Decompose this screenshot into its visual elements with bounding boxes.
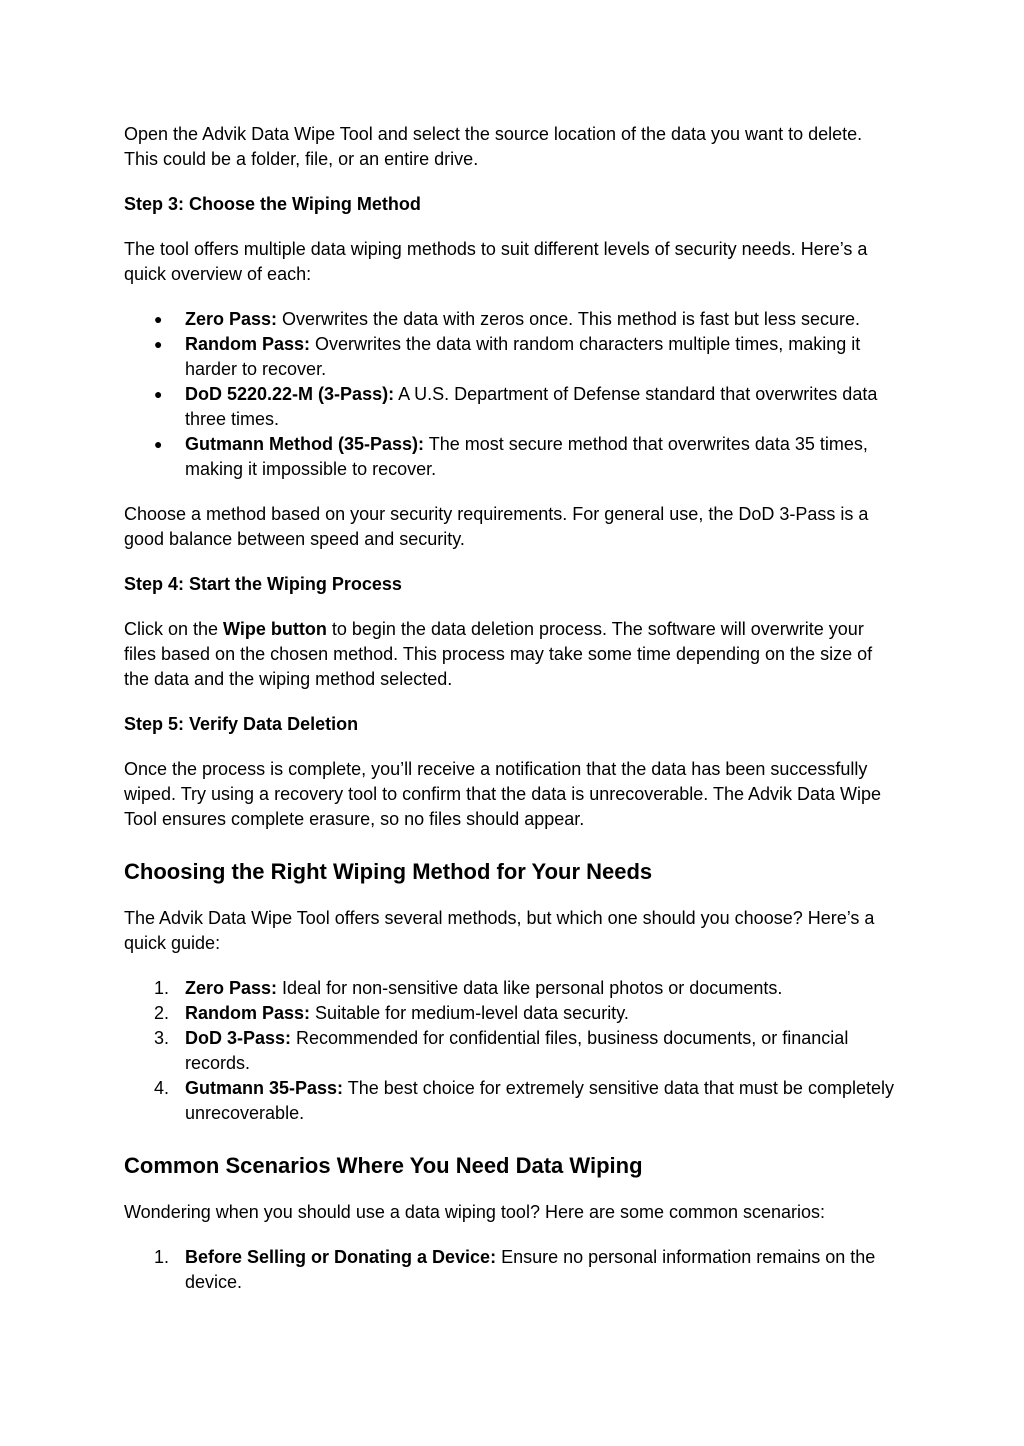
list-number: 1. xyxy=(154,1247,170,1267)
step-4-paragraph xyxy=(124,617,900,692)
list-item-term: Random Pass: xyxy=(185,1003,311,1023)
section-title-choosing: Choosing the Right Wiping Method for Your Needs xyxy=(124,859,653,884)
list-item xyxy=(124,382,900,432)
method-guide-list xyxy=(124,976,900,1126)
step-4-heading: Step 4: Start the Wiping Process xyxy=(124,574,402,594)
wipe-button-mention: Wipe button xyxy=(223,619,327,639)
list-item-term: Zero Pass: xyxy=(185,309,278,329)
list-item xyxy=(124,976,900,1001)
scenarios-list xyxy=(124,1245,900,1295)
list-item-term: Random Pass: xyxy=(185,334,311,354)
wiping-methods-list xyxy=(124,307,900,482)
list-item-term: Before Selling or Donating a Device: xyxy=(185,1247,497,1267)
section-choosing-paragraph: The Advik Data Wipe Tool offers several methods, but which one should you choose? Here’s a quick guide: xyxy=(124,908,875,953)
intro-paragraph: Open the Advik Data Wipe Tool and select the source location of the data you want to delete. This could be a folder, file, or an entire drive. xyxy=(124,124,863,169)
list-item-text: Overwrites the data with zeros once. This method is fast but less secure. xyxy=(277,309,860,329)
list-item xyxy=(124,1026,900,1076)
list-item xyxy=(124,432,900,482)
document-page xyxy=(124,122,900,1315)
step-5-paragraph: Once the process is complete, you’ll receive a notification that the data has been successfully wiped. Try using a recovery tool to confirm that the data is unrecoverable. The Advik Data Wipe Tool ensures complete erasure, so no files should appear. xyxy=(124,759,882,829)
step-3-heading: Step 3: Choose the Wiping Method xyxy=(124,194,421,214)
section-title-scenarios: Common Scenarios Where You Need Data Wiping xyxy=(124,1153,643,1178)
list-number: 1. xyxy=(154,978,170,998)
list-item-term: Zero Pass: xyxy=(185,978,278,998)
list-number: 4. xyxy=(154,1078,170,1098)
list-item-text: The most secure method that overwrites data 35 times, making it impossible to recover. xyxy=(185,434,868,479)
step-3-after-paragraph: Choose a method based on your security requirements. For general use, the DoD 3-Pass is a good balance between speed and security. xyxy=(124,504,869,549)
bullet-icon: ● xyxy=(154,336,163,352)
bullet-icon: ● xyxy=(154,386,163,402)
list-item-term: Gutmann Method (35-Pass): xyxy=(185,434,425,454)
list-item xyxy=(124,1001,900,1026)
section-scenarios-paragraph: Wondering when you should use a data wiping tool? Here are some common scenarios: xyxy=(124,1202,826,1222)
list-item-text: Overwrites the data with random characters multiple times, making it harder to recover. xyxy=(185,334,861,379)
list-item-text: Ideal for non-sensitive data like personal photos or documents. xyxy=(277,978,783,998)
step-5-heading: Step 5: Verify Data Deletion xyxy=(124,714,359,734)
list-item xyxy=(124,1245,900,1295)
list-number: 2. xyxy=(154,1003,170,1023)
list-item-term: DoD 5220.22-M (3-Pass): xyxy=(185,384,395,404)
step-3-paragraph: The tool offers multiple data wiping methods to suit different levels of security needs. Here’s a quick overview of each: xyxy=(124,239,868,284)
list-item-term: Gutmann 35-Pass: xyxy=(185,1078,344,1098)
list-item-text: Suitable for medium-level data security. xyxy=(310,1003,629,1023)
step-4-post: to begin the data deletion process. The software will overwrite your files based on the chosen method. This process may take some time depending on the size of the data and the wiping method selected. xyxy=(124,619,873,689)
list-item xyxy=(124,1076,900,1126)
list-item-text: The best choice for extremely sensitive data that must be completely unrecoverable. xyxy=(185,1078,894,1123)
list-item-term: DoD 3-Pass: xyxy=(185,1028,292,1048)
list-item-text: A U.S. Department of Defense standard that overwrites data three times. xyxy=(185,384,878,429)
list-item xyxy=(124,332,900,382)
list-item-text: Ensure no personal information remains on the device. xyxy=(185,1247,876,1292)
bullet-icon: ● xyxy=(154,311,163,327)
step-4-pre: Click on the xyxy=(124,619,224,639)
bullet-icon: ● xyxy=(154,436,163,452)
list-item xyxy=(124,307,900,332)
list-item-text: Recommended for confidential files, business documents, or financial records. xyxy=(185,1028,849,1073)
list-number: 3. xyxy=(154,1028,170,1048)
